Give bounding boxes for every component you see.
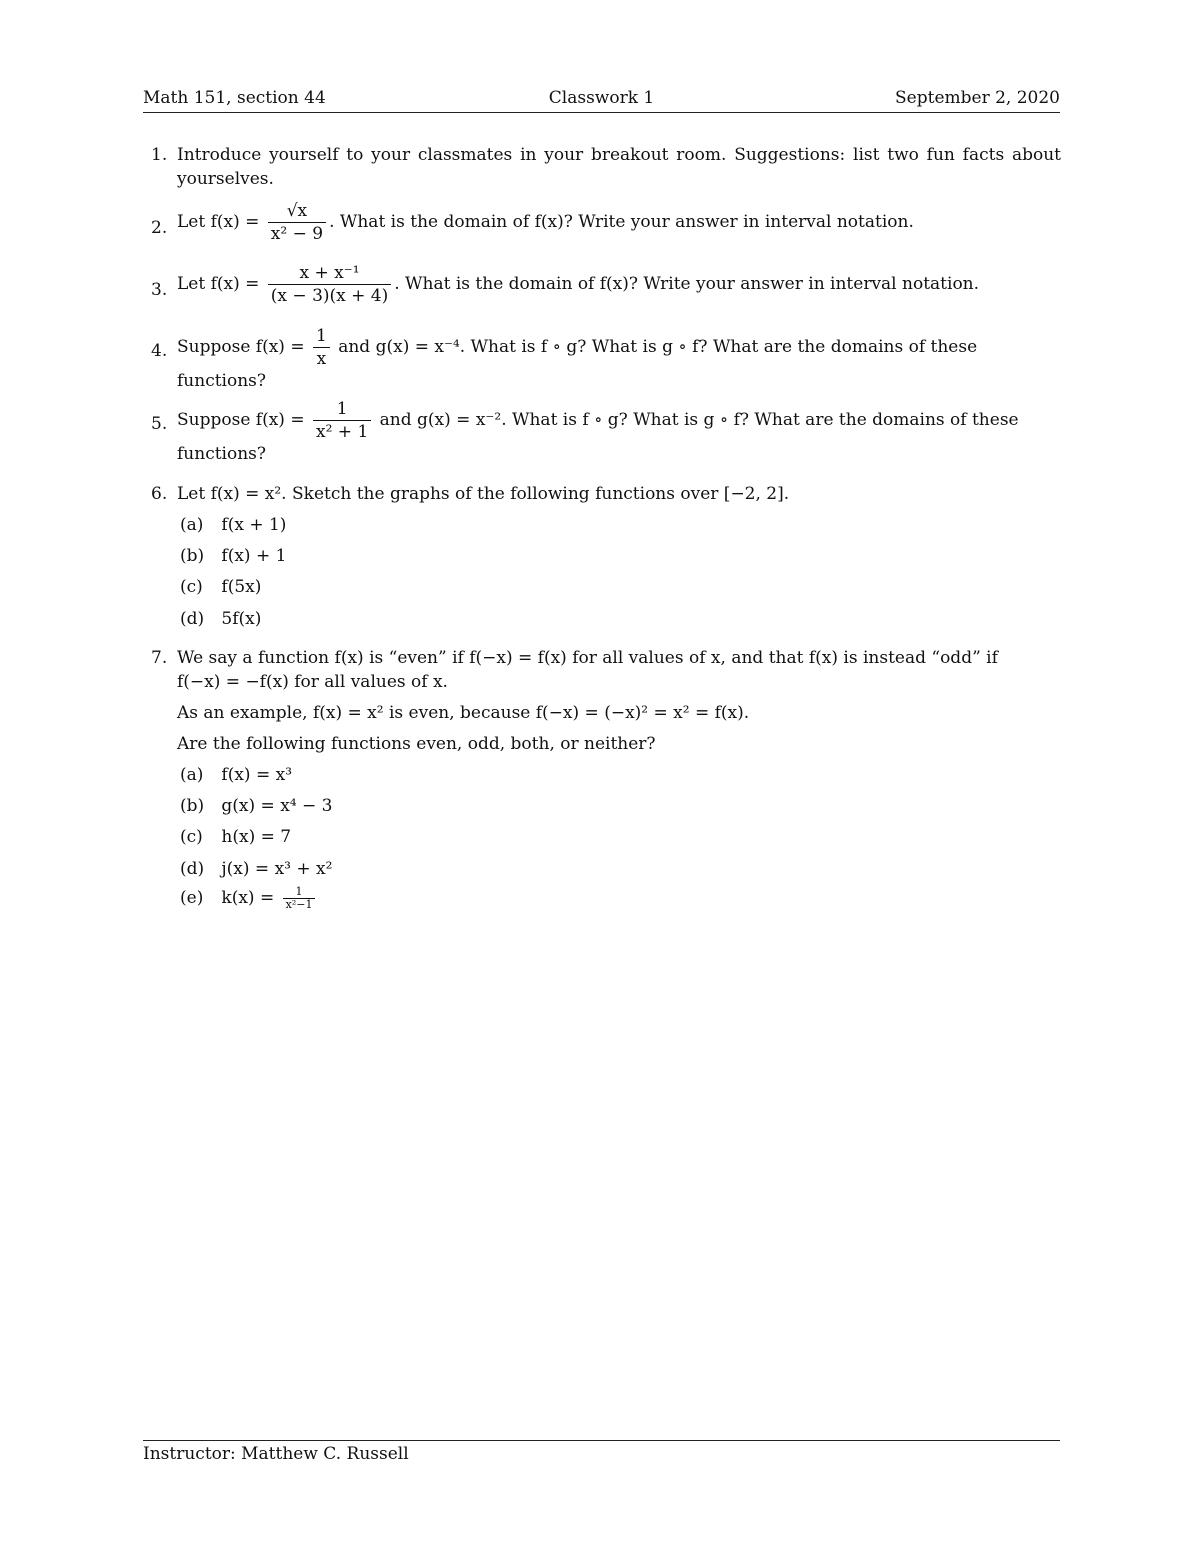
- subpart-label: (b): [180, 796, 205, 816]
- problem-number: 7.: [151, 648, 168, 668]
- problem-text-line-2: f(−x) = −f(x) for all values of x.: [177, 672, 448, 692]
- subpart-b: [180, 544, 286, 568]
- subpart-c: [180, 825, 291, 849]
- fraction: [313, 325, 330, 370]
- problem-text: [177, 262, 1061, 307]
- problem-number: 2.: [151, 218, 168, 238]
- subpart-d: [180, 857, 332, 881]
- subpart-label: (c): [180, 577, 203, 597]
- fraction: [283, 886, 316, 911]
- subpart-expression: h(x) = 7: [221, 827, 292, 847]
- denominator: x² + 1: [315, 422, 369, 442]
- denominator: x²−1: [285, 898, 313, 911]
- problem-text: Let f(x) = x². Sketch the graphs of the following functions over [−2, 2].: [177, 484, 790, 504]
- problem-6: [151, 482, 1061, 508]
- numerator: x + x⁻¹: [268, 262, 391, 285]
- problem-text: We say a function f(x) is “even” if f(−x) = f(x) for all values of x, and that f(x) is instead “odd” if: [177, 648, 998, 668]
- fraction: [268, 262, 391, 307]
- problem-number: 5.: [151, 414, 168, 434]
- denominator: x² − 9: [270, 224, 324, 244]
- subpart-expression: f(5x): [221, 577, 262, 597]
- problem-text: [177, 398, 1061, 443]
- problem-continuation: functions?: [177, 444, 267, 464]
- subpart-expression: f(x + 1): [221, 515, 287, 535]
- worksheet-title: Classwork 1: [548, 88, 655, 108]
- subpart-d: [180, 607, 261, 631]
- problem-text: Introduce yourself to your classmates in your breakout room. Suggestions: list two fun facts about yourselves.: [177, 145, 1061, 189]
- denominator: x: [316, 349, 327, 369]
- date-label: September 2, 2020: [895, 88, 1060, 108]
- subpart-a: [180, 763, 292, 787]
- subpart-c: [180, 575, 261, 599]
- problem-continuation: functions?: [177, 371, 267, 391]
- example-text: As an example, f(x) = x² is even, because f(−x) = (−x)² = x² = f(x).: [177, 703, 750, 723]
- subpart-label: (d): [180, 859, 205, 879]
- subpart-label: (c): [180, 827, 203, 847]
- problem-tail: . What is the domain of f(x)? Write your answer in interval notation.: [394, 274, 980, 294]
- problem-4: [151, 325, 1061, 395]
- question-text: Are the following functions even, odd, both, or neither?: [177, 734, 656, 754]
- subpart-label: (d): [180, 609, 205, 629]
- problem-tail: and g(x) = x⁻². What is f ∘ g? What is g ∘ f? What are the domains of these: [379, 410, 1019, 430]
- problem-tail: . What is the domain of f(x)? Write your answer in interval notation.: [329, 212, 914, 232]
- subpart-label: (a): [180, 515, 204, 535]
- problem-text: [177, 200, 1061, 245]
- problem-3: [151, 262, 1061, 314]
- problem-number: 4.: [151, 341, 168, 361]
- subpart-label: (b): [180, 546, 205, 566]
- subpart-label: (e): [180, 888, 204, 908]
- problem-lead: Let f(x) =: [177, 212, 260, 232]
- problem-text: [177, 325, 1061, 370]
- instructor-name: Instructor: Matthew C. Russell: [143, 1444, 409, 1464]
- subpart-expression: g(x) = x⁴ − 3: [221, 796, 333, 816]
- numerator: 1: [313, 398, 371, 421]
- problem-number: 3.: [151, 280, 168, 300]
- problem-tail: and g(x) = x⁻⁴. What is f ∘ g? What is g ∘ f? What are the domains of these: [338, 337, 978, 357]
- problem-lead: Suppose f(x) =: [177, 410, 305, 430]
- denominator: (x − 3)(x + 4): [270, 286, 389, 306]
- problem-7: [151, 646, 1061, 696]
- numerator: √x: [268, 200, 326, 223]
- numerator: 1: [283, 886, 316, 899]
- problem-5: [151, 398, 1061, 468]
- subpart-a: [180, 513, 286, 537]
- fraction: [268, 200, 326, 245]
- subpart-expression: j(x) = x³ + x²: [221, 859, 333, 879]
- numerator: 1: [313, 325, 330, 348]
- problem-lead: Let f(x) =: [177, 274, 260, 294]
- subpart-expression: f(x) + 1: [221, 546, 287, 566]
- page-header: [143, 86, 1060, 113]
- page-footer: [143, 1440, 1060, 1464]
- subpart-expression: f(x) = x³: [221, 765, 293, 785]
- problem-number: 6.: [151, 484, 168, 504]
- course-label: Math 151, section 44: [143, 88, 326, 108]
- subpart-label: (a): [180, 765, 204, 785]
- problem-2: [151, 200, 1061, 252]
- subpart-expression: k(x) =: [221, 888, 275, 908]
- subpart-e: [180, 886, 318, 911]
- problem-lead: Suppose f(x) =: [177, 337, 305, 357]
- fraction: [313, 398, 371, 443]
- problem-number: 1.: [151, 145, 168, 165]
- subpart-b: [180, 794, 332, 818]
- problem-1: [151, 143, 1061, 193]
- subpart-expression: 5f(x): [221, 609, 262, 629]
